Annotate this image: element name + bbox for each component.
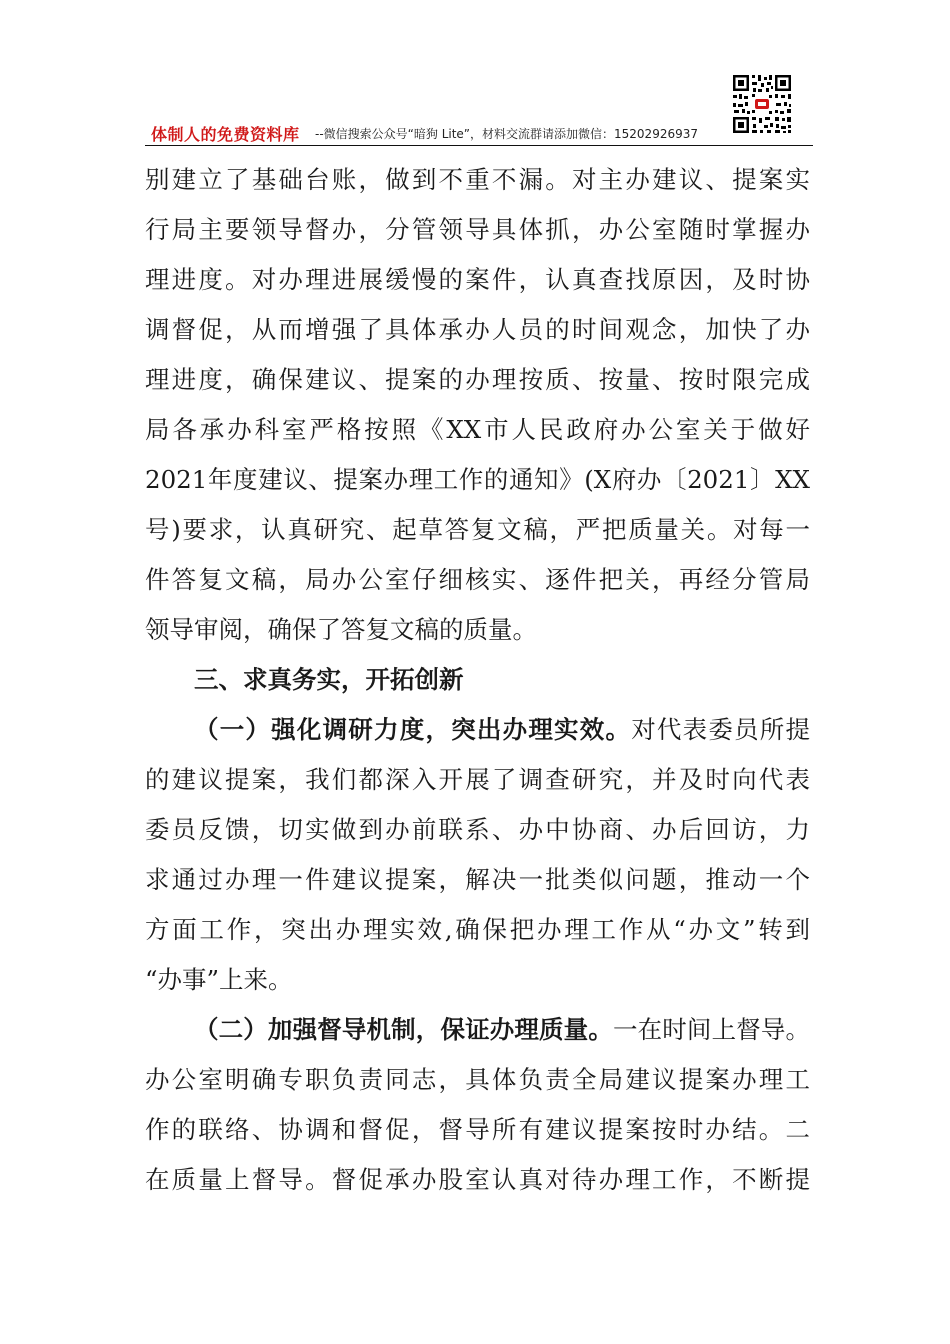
- body-line: 在质量上督导。督促承办股室认真对待办理工作，不断提: [145, 1165, 810, 1194]
- body-line: 作的联络、协调和督促，督导所有建议提案按时办结。二: [145, 1115, 810, 1144]
- body-line: 行局主要领导督办，分管领导具体抓，办公室随时掌握办: [145, 215, 810, 244]
- body-line: 理进度，确保建议、提案的办理按质、按量、按时限完成: [145, 365, 810, 394]
- para2-lead: （二）加强督导机制，保证办理质量。: [194, 1015, 613, 1044]
- body-line: 号)要求，认真研究、起草答复文稿，严把质量关。对每一: [145, 515, 810, 544]
- para1-first-line: [145, 705, 810, 755]
- body-line: 件答复文稿，局办公室仔细核实、逐件把关，再经分管局: [145, 565, 810, 594]
- body-line: “办事”上来。: [145, 965, 293, 994]
- body-line: 委员反馈，切实做到办前联系、办中协商、办后回访，力: [145, 815, 810, 844]
- para2-rest: 一在时间上督导。: [612, 1015, 811, 1044]
- header-brand: 体制人的免费资料库: [151, 125, 300, 144]
- body-line: 调督促，从而增强了具体承办人员的时间观念，加快了办: [145, 315, 810, 344]
- body-line: 局各承办科室严格按照《XX市人民政府办公室关于做好: [145, 415, 810, 444]
- para1-rest: 对代表委员所提: [631, 715, 811, 744]
- header-note: --微信搜索公众号“暗狗 Lite”，材料交流群请添加微信：15202926937: [315, 127, 698, 141]
- header-divider: [145, 145, 813, 146]
- body-line: 方面工作，突出办理实效,确保把办理工作从“办文”转到: [145, 915, 810, 944]
- body-line: 领导审阅，确保了答复文稿的质量。: [145, 615, 537, 644]
- body-line: 理进度。对办理进展缓慢的案件，认真查找原因，及时协: [145, 265, 810, 294]
- para1-lead: （一）强化调研力度，突出办理实效。: [194, 715, 632, 744]
- document-body: [145, 155, 810, 1205]
- body-line: 办公室明确专职负责同志，具体负责全局建议提案办理工: [145, 1065, 810, 1094]
- para2-first-line: [145, 1005, 810, 1055]
- section-heading: 三、求真务实，开拓创新: [194, 665, 464, 694]
- body-line: 2021年度建议、提案办理工作的通知》(X府办〔2021〕XX: [145, 465, 810, 494]
- page-header: [145, 118, 810, 148]
- body-line: 别建立了基础台账，做到不重不漏。对主办建议、提案实: [145, 165, 810, 194]
- body-line: 求通过办理一件建议提案，解决一批类似问题，推动一个: [145, 865, 810, 894]
- body-line: 的建议提案，我们都深入开展了调查研究，并及时向代表: [145, 765, 810, 794]
